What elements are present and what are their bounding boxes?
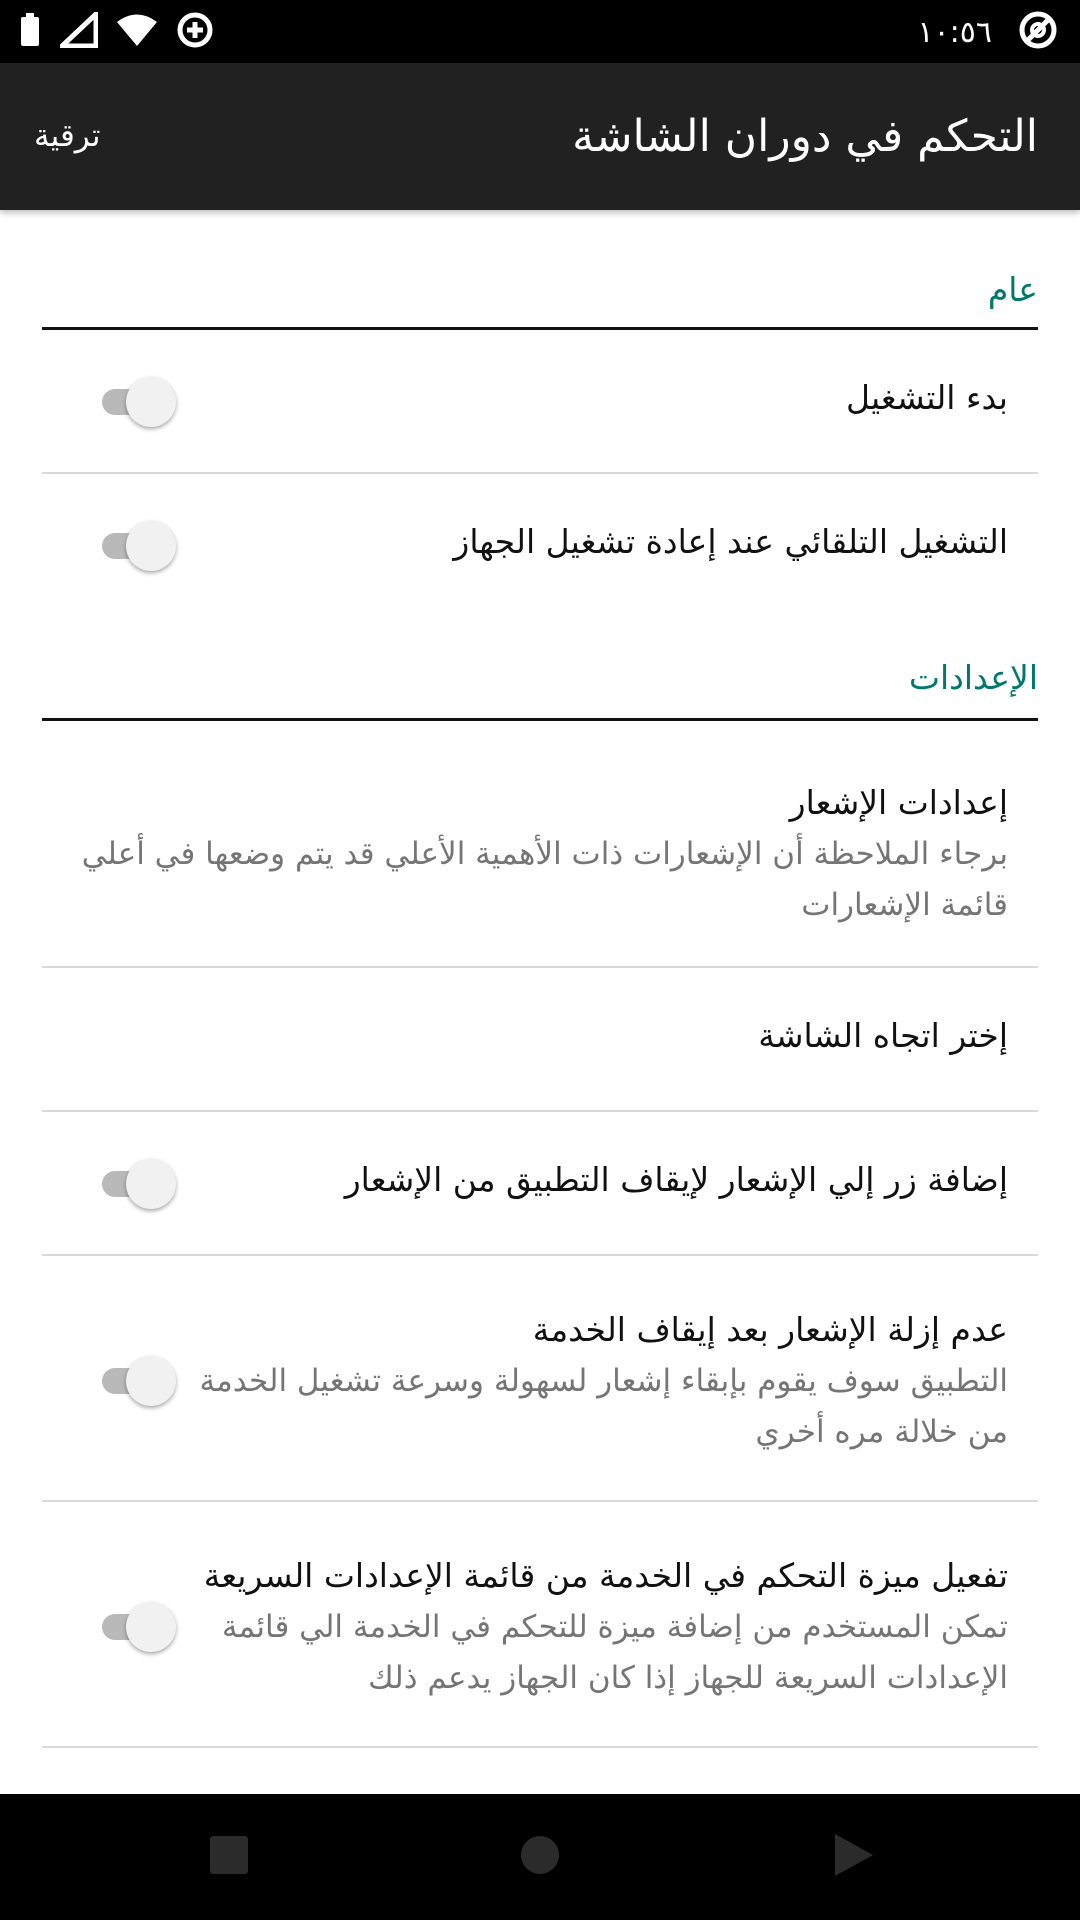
clock: ١٠:٥٦ [917, 14, 992, 50]
recents-icon [209, 1835, 249, 1879]
data-saver-icon [176, 11, 214, 53]
wifi-icon [116, 13, 158, 51]
setting-title: بدء التشغيل [845, 378, 1008, 417]
back-button[interactable] [794, 1794, 914, 1920]
do-not-disturb-icon [1018, 10, 1058, 54]
setting-title: إختر اتجاه الشاشة [758, 1016, 1008, 1055]
setting-summary: قائمة الإشعارات [801, 887, 1008, 923]
setting-summary: الإعدادات السريعة للجهاز إذا كان الجهاز يدعم ذلك [368, 1660, 1008, 1696]
recents-button[interactable] [169, 1794, 289, 1920]
setting-title: تفعيل ميزة التحكم في الخدمة من قائمة الإعدادات السريعة [203, 1556, 1008, 1595]
signal-icon [60, 12, 98, 52]
setting-notification-stop-button[interactable] [42, 1112, 1038, 1254]
start-service-switch[interactable] [98, 372, 182, 430]
back-icon [833, 1832, 875, 1882]
notification-stop-button-switch[interactable] [98, 1154, 182, 1212]
upgrade-button[interactable]: ترقية [34, 118, 101, 154]
setting-title: إعدادات الإشعار [789, 783, 1008, 822]
battery-icon [18, 13, 42, 51]
setting-title: إضافة زر إلي الإشعار لإيقاف التطبيق من الإشعار [344, 1160, 1008, 1199]
setting-autostart-on-boot[interactable] [42, 474, 1038, 616]
navigation-bar [0, 1794, 1080, 1920]
section-header-general: عام [987, 270, 1038, 309]
status-bar [0, 0, 1080, 63]
setting-summary: التطبيق سوف يقوم بإبقاء إشعار لسهولة وسرعة تشغيل الخدمة [199, 1363, 1008, 1399]
setting-quick-settings-tile[interactable] [42, 1502, 1038, 1746]
page-title: التحكم في دوران الشاشة [572, 111, 1038, 162]
setting-title: عدم إزلة الإشعار بعد إيقاف الخدمة [532, 1310, 1008, 1349]
setting-summary: تمكن المستخدم من إضافة ميزة للتحكم في الخدمة الي قائمة [221, 1609, 1008, 1645]
app-bar [0, 63, 1080, 210]
setting-screen-orientation[interactable] [42, 968, 1038, 1110]
setting-summary: برجاء الملاحظة أن الإشعارات ذات الأهمية الأعلي قد يتم وضعها في أعلي [81, 836, 1008, 872]
keep-notification-switch[interactable] [98, 1351, 182, 1409]
autostart-switch[interactable] [98, 516, 182, 574]
setting-summary: من خلالة مره أخري [755, 1414, 1008, 1450]
home-icon [520, 1835, 560, 1879]
section-header-settings: الإعدادات [908, 658, 1038, 697]
divider [42, 1746, 1038, 1748]
settings-list [0, 210, 1080, 1794]
setting-keep-notification[interactable] [42, 1256, 1038, 1500]
status-icons [18, 10, 214, 54]
setting-title: التشغيل التلقائي عند إعادة تشغيل الجهاز [453, 522, 1008, 561]
home-button[interactable] [480, 1794, 600, 1920]
setting-start-service[interactable] [42, 330, 1038, 472]
quick-settings-switch[interactable] [98, 1597, 182, 1655]
